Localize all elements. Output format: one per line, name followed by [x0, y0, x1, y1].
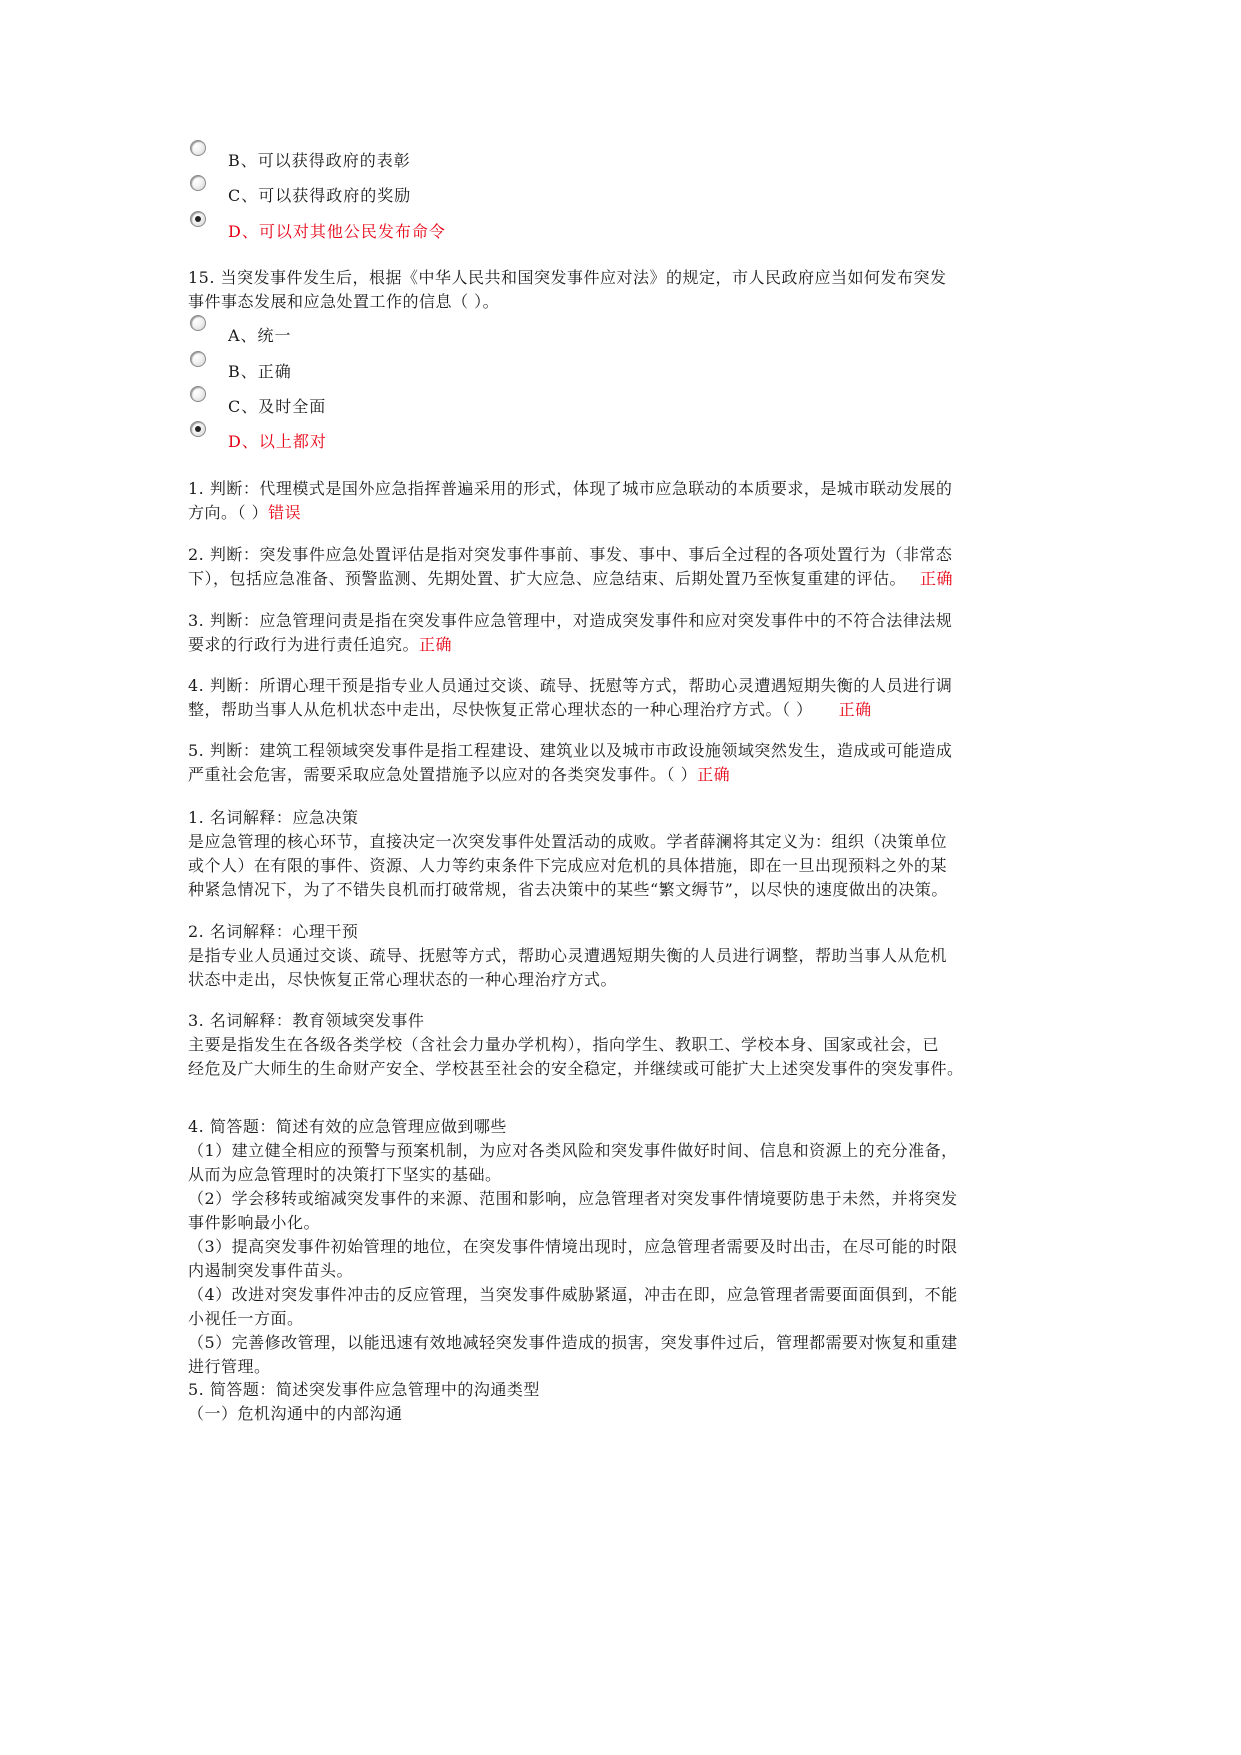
term-title: 3. 名词解释：教育领域突发事件: [188, 1011, 425, 1030]
judgment-1: [188, 477, 1058, 525]
judgment-line: [188, 567, 1058, 591]
term-title: 1. 名词解释：应急决策: [188, 808, 359, 827]
radio-dot-icon: [195, 426, 201, 432]
radio-dot-icon: [195, 216, 201, 222]
judgment-3: [188, 609, 1058, 657]
term-title: 2. 名词解释：心理干预: [188, 922, 359, 941]
term-line: 或个人）在有限的事件、资源、人力等约束条件下完成应对危机的具体措施，即在一旦出现预料之外的某: [188, 856, 948, 875]
judgment-answer: 正确: [419, 635, 453, 654]
short-answer-line: （一）危机沟通中的内部沟通: [188, 1404, 403, 1423]
short-answer-5: [188, 1378, 1058, 1426]
term-line: 是指专业人员通过交谈、疏导、抚慰等方式，帮助心灵遭遇短期失衡的人员进行调整，帮助当事人从危机: [188, 946, 948, 965]
short-answer-line: （3）提高突发事件初始管理的地位，在突发事件情境出现时，应急管理者需要及时出击，在尽可能的时限: [188, 1237, 958, 1256]
short-answer-line: 进行管理。: [188, 1357, 271, 1376]
short-answer-4: [188, 1115, 1058, 1379]
radio-button[interactable]: [190, 386, 206, 402]
judgment-line: 4. 判断：所谓心理干预是指专业人员通过交谈、疏导、抚慰等方式，帮助心灵遭遇短期失衡的人员进行调: [188, 676, 953, 695]
short-answer-line: （4）改进对突发事件冲击的反应管理，当突发事件威胁紧逼，冲击在即，应急管理者需要面面俱到，不能: [188, 1285, 958, 1304]
radio-button[interactable]: [190, 140, 206, 156]
term-2: [188, 920, 1058, 992]
short-answer-line: （1）建立健全相应的预警与预案机制，为应对各类风险和突发事件做好时间、信息和资源上的充分准备，: [188, 1141, 958, 1160]
judgment-line: [188, 501, 1058, 525]
short-answer-title: 4. 简答题：简述有效的应急管理应做到哪些: [188, 1117, 507, 1136]
term-line: 种紧急情况下，为了不错失良机而打破常规，省去决策中的某些“繁文缛节”，以尽快的速度做出的决策。: [188, 880, 948, 899]
question-line: 15. 当突发事件发生后，根据《中华人民共和国突发事件应对法》的规定，市人民政府应当如何发布突发: [188, 268, 947, 287]
judgment-text: 方向。（ ）: [188, 503, 269, 522]
radio-button[interactable]: [190, 315, 206, 331]
question-line: 事件事态发展和应急处置工作的信息（ ）。: [188, 292, 500, 311]
judgment-line: [188, 633, 1058, 657]
radio-button-selected[interactable]: [190, 421, 206, 437]
term-line: 主要是指发生在各级各类学校（含社会力量办学机构），指向学生、教职工、学校本身、国家或社会，已: [188, 1035, 940, 1054]
judgment-line: 5. 判断：建筑工程领域突发事件是指工程建设、建筑业以及城市市政设施领域突然发生，造成或可能造成: [188, 741, 953, 760]
radio-button[interactable]: [190, 175, 206, 191]
radio-button[interactable]: [190, 351, 206, 367]
judgment-text: 要求的行政行为进行责任追究。: [188, 635, 420, 654]
judgment-2: [188, 543, 1058, 591]
short-answer-line: 内遏制突发事件苗头。: [188, 1261, 354, 1280]
judgment-answer: 错误: [268, 503, 302, 522]
short-answer-line: （2）学会移转或缩减突发事件的来源、范围和影响，应急管理者对突发事件情境要防患于未然，并将突发: [188, 1189, 958, 1208]
q15-question: [188, 266, 1058, 314]
judgment-4: [188, 674, 1058, 722]
option-label: B、正确: [228, 362, 292, 381]
option-label: C、可以获得政府的奖励: [228, 186, 412, 205]
short-answer-line: （5）完善修改管理，以能迅速有效地减轻突发事件造成的损害，突发事件过后，管理都需要对恢复和重建: [188, 1333, 958, 1352]
short-answer-line: 小视任一方面。: [188, 1309, 304, 1328]
short-answer-title: 5. 简答题：简述突发事件应急管理中的沟通类型: [188, 1380, 540, 1399]
judgment-answer: 正确: [838, 700, 872, 719]
judgment-line: 3. 判断：应急管理问责是指在突发事件应急管理中，对造成突发事件和应对突发事件中的不符合法律法规: [188, 611, 953, 630]
short-answer-line: 事件影响最小化。: [188, 1213, 321, 1232]
judgment-answer: 正确: [697, 765, 731, 784]
option-label: A、统一: [228, 326, 292, 345]
term-line: 状态中走出，尽快恢复正常心理状态的一种心理治疗方式。: [188, 970, 618, 989]
judgment-line: [188, 698, 1058, 722]
term-line: 经危及广大师生的生命财产安全、学校甚至社会的安全稳定，并继续或可能扩大上述突发事件的突发事件。: [188, 1059, 964, 1078]
option-label: D、以上都对: [228, 432, 327, 451]
judgment-5: [188, 739, 1058, 787]
judgment-line: [188, 763, 1058, 787]
option-label: D、可以对其他公民发布命令: [228, 222, 446, 241]
judgment-answer: 正确: [920, 569, 954, 588]
judgment-line: 2. 判断：突发事件应急处置评估是指对突发事件事前、事发、事中、事后全过程的各项处置行为（非常态: [188, 545, 953, 564]
judgment-text: 严重社会危害，需要采取应急处置措施予以应对的各类突发事件。（ ）: [188, 765, 698, 784]
term-3: [188, 1009, 1058, 1081]
term-line: 是应急管理的核心环节，直接决定一次突发事件处置活动的成败。学者薛澜将其定义为：组织（决策单位: [188, 832, 948, 851]
judgment-line: 1. 判断：代理模式是国外应急指挥普遍采用的形式，体现了城市应急联动的本质要求，是城市联动发展的: [188, 479, 953, 498]
radio-button-selected[interactable]: [190, 211, 206, 227]
term-1: [188, 806, 1058, 902]
option-label: B、可以获得政府的表彰: [228, 151, 411, 170]
judgment-text: 下），包括应急准备、预警监测、先期处置、扩大应急、应急结束、后期处置乃至恢复重建的评估。: [188, 569, 907, 588]
option-label: C、及时全面: [228, 397, 327, 416]
short-answer-line: 从而为应急管理时的决策打下坚实的基础。: [188, 1165, 502, 1184]
judgment-text: 整，帮助当事人从危机状态中走出，尽快恢复正常心理状态的一种心理治疗方式。（ ）: [188, 700, 813, 719]
